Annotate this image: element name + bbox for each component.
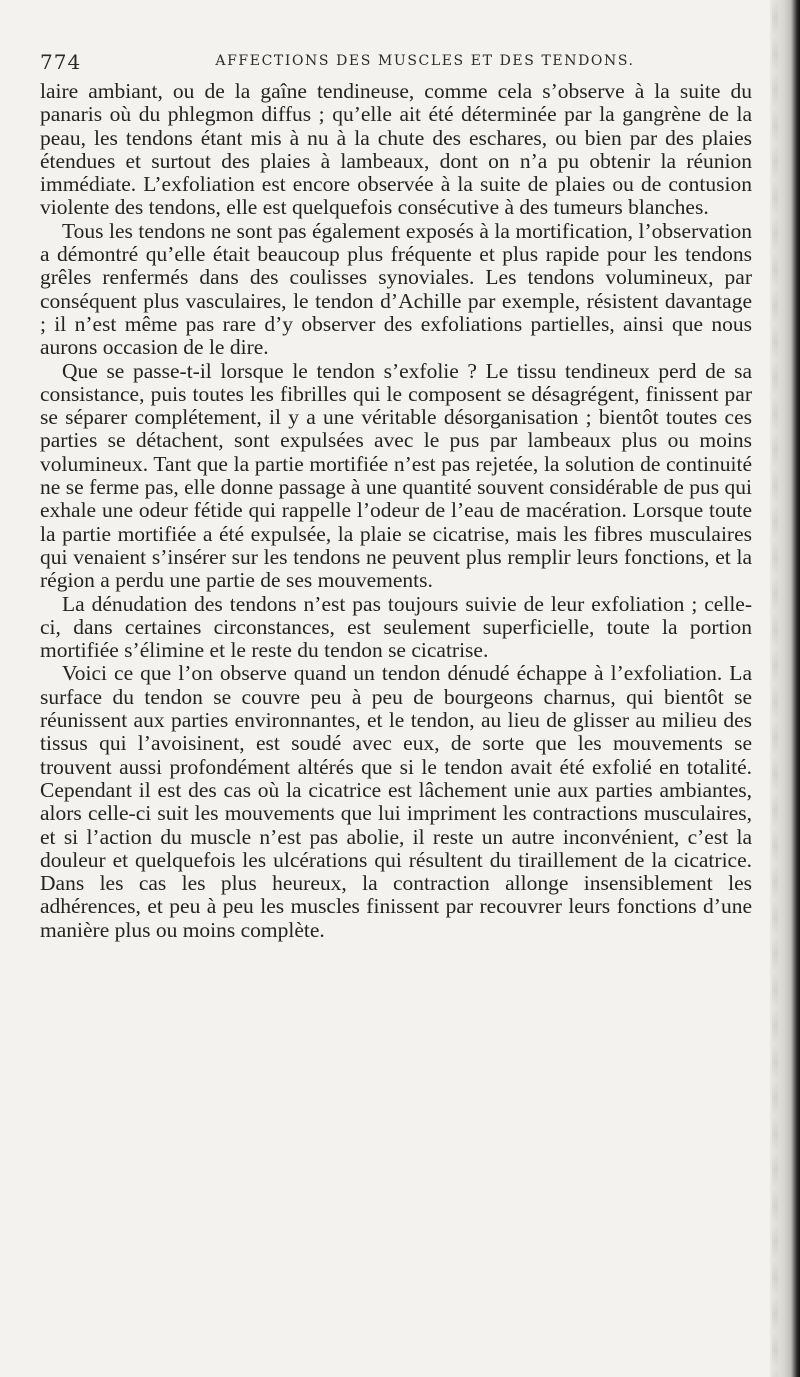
running-head: AFFECTIONS DES MUSCLES ET DES TENDONS. [215, 53, 635, 69]
paragraph: Voici ce que l’on observe quand un tendon dénudé échappe à l’exfoliation. La surface du tendon se couvre peu à peu de bourgeons charnus, qui bientôt se réunissent aux parties environnantes, et le tendon, au lieu de glisser au milieu des tissus qui l’avoisinent, est soudé avec eux, de sorte que les mouvements se trouvent aussi profondément altérés que si le tendon avait été exfolié en totalité. Cependant il est des cas où la cicatrice est lâchement unie aux parties ambiantes, alors celle-ci suit les mouvements que lui impriment les contractions musculaires, et si l’action du muscle n’est pas abolie, il reste un autre inconvénient, c’est la douleur et quelquefois les ulcérations qui résultent du tiraillement de la cicatrice. Dans les cas les plus heureux, la contraction allonge insensiblement les adhérences, et peu à peu les muscles finissent par recouvrer leurs fonctions d’une manière plus ou moins complète. [40, 661, 752, 942]
paragraph: Que se passe-t-il lorsque le tendon s’exfolie ? Le tissu tendineux perd de sa consistance, puis toutes les fibrilles qui le composent se désagrégent, finissent par se séparer complétement, il y a une véritable désorganisation ; bientôt toutes ces parties se détachent, sont expulsées avec le pus par lambeaux plus ou moins volumineux. Tant que la partie mortifiée n’est pas rejetée, la solution de continuité ne se ferme pas, elle donne passage à une quantité souvent considérable de pus qui exhale une odeur fétide qui rappelle l’odeur de l’eau de macération. Lorsque toute la partie mortifiée a été expulsée, la plaie se cicatrise, mais les fibres musculaires qui venaient s’insérer sur les tendons ne peuvent plus remplir leurs fonctions, et la région a perdu une partie de ses mouvements. [40, 358, 752, 593]
paragraph: Tous les tendons ne sont pas également exposés à la mortification, l’observation a démontré qu’elle était beaucoup plus fréquente et plus rapide pour les tendons grêles renfermés dans des coulisses synoviales. Les tendons volumineux, par conséquent plus vasculaires, le tendon d’Achille par exemple, résistent davantage ; il n’est même pas rare d’y observer des exfoliations partielles, ainsi que nous aurons occasion de le dire. [40, 218, 752, 360]
body-text [40, 80, 752, 942]
binding-shadow [772, 0, 778, 1377]
paragraph: La dénudation des tendons n’est pas toujours suivie de leur exfoliation ; celle-ci, dans certaines circonstances, est seulement superficielle, toute la portion mortifiée s’élimine et le reste du tendon se cicatrise. [40, 591, 752, 663]
page-header [40, 50, 750, 76]
paragraph: laire ambiant, ou de la gaîne tendineuse, comme cela s’observe à la suite du panaris où du phlegmon diffus ; qu’elle ait été déterminée par la gangrène de la peau, les tendons étant mis à nu à la chute des eschares, ou bien par des plaies étendues et surtout des plaies à lambeaux, dont on n’a pu obtenir la réunion immédiate. L’exfoliation est encore observée à la suite de plaies ou de contusion violente des tendons, elle est quelquefois consécutive à des tumeurs blanches. [40, 79, 752, 220]
page-number: 774 [40, 50, 82, 74]
